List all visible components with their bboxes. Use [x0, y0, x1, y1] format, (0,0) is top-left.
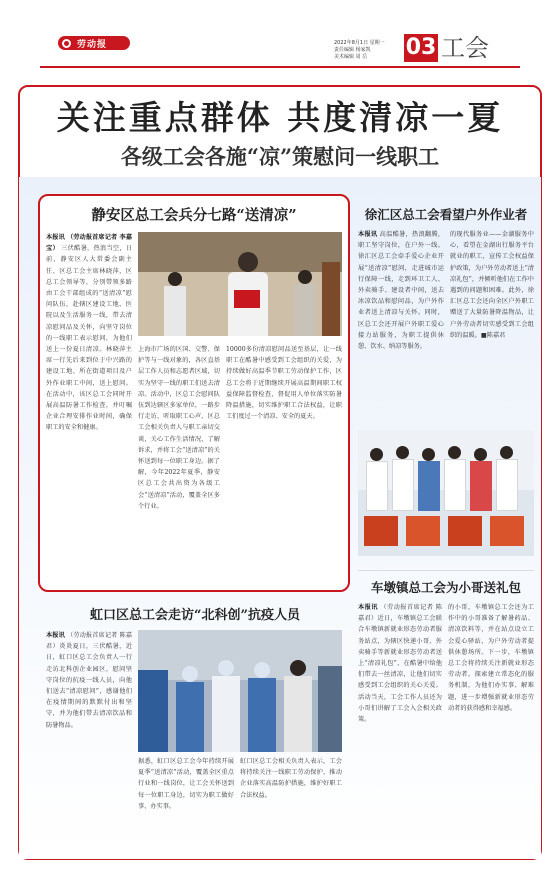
issue-date: 2022年8月1日 星期一	[334, 40, 385, 46]
feature-subhead: 各级工会各施“凉”策慰问一线职工	[120, 144, 440, 169]
masthead-rule	[40, 66, 520, 68]
jingan-column-3: 10000多份清凉慰问品送至基层，让一线职工在酷暑中感受到工会组织的关爱，为持续做好高温季节职工劳动保护工作，区总工会将于近期继续开展高温期间职工权益保障监督检查，督促用人单位落实防暑降温措施，切实维护职工合法权益，让职工们度过一个清凉、安全的夏天。	[226, 346, 342, 421]
xuhui-photo	[358, 430, 534, 556]
logo-text: 劳动报	[77, 39, 108, 50]
xuhui-lead-label: 本报讯	[358, 231, 378, 238]
jingan-column-2: 上海市广场的区国、交警、保护等与一线对象的，各区直基层工作人员和志愿者区域，切实为坚守一线的职工们送去清凉。活动中，区总工会慰问队伍到达辖区多家单位，一路步行走访，听取职工心声，区总工会相关负责人与职工亲切交谈，关心工作生活情况，了解诉求，并将工会“送清凉”的关怀送到每一位职工身边。据了解，今年2022年夏季，静安区总工会共出资为各级工会“送清凉”活动，覆盖全区多个行业。	[138, 346, 220, 510]
hongkou-title: 虹口区总工会走访“北科创”抗疫人员	[90, 608, 300, 623]
xuhui-title: 徐汇区总工会看望户外作业者	[364, 207, 528, 222]
masthead	[0, 0, 560, 66]
jingan-photo	[138, 232, 342, 336]
hongkou-column-3: 虹口区总工会相关负责人表示，工会将持续关注一线职工劳动保护，推动企业落实高温防护措施，维护好职工合法权益。	[240, 758, 342, 799]
jingan-lead-label: 本报讯	[46, 234, 65, 241]
xuhui-column-2: 的现代服务业——金湖服务中心，看望在金湖出行服务平台就业的职工，宣传工会权益保护政策，为户外劳动者送上“清凉礼包”，并倾听他们在工作中遇到的问题和困难。此外，徐汇区总工会还向全区户外职工赠送了大量防暑降温物品，让户外劳动者切实感受到工会组织的温暖。■陈嘉君	[450, 231, 534, 339]
section-name: 工会	[441, 34, 489, 62]
jingan-text-1: 三伏酷暑，热浪当空，日前，静安区人大常委会副主任、区总工会主席林晓萍，区总工会领导等，分别带领多路由工会干部组成的“送清凉”慰问队伍，赴辖区建设工地、医院以及生活服务一线，带去清凉慰问品及关怀，向坚守岗位的一线职工表示慰问，为他们送上一份夏日清凉。林晓萍主席一行先后来到位于中兴路的建设工地、所在街道项目及户外作业职工中间，送上慰问。在活动中，该区总工会同时开展高温防暑工作检查，并叮嘱企业合理安排作业时间，确保职工的安全和健康。	[46, 245, 133, 432]
chedun-column-2: 的小哥，车墩镇总工会还为工作中的小哥准备了解暑药品、清凉饮料等，并在站点设立工会爱心驿站，为户外劳动者提供休憩场所。下一步，车墩镇总工会将持续关注新就业形态劳动者，探索建立常态化的服务机制，为他们办实事、解难题，进一步增强新就业形态劳动者的获得感和幸福感。	[448, 604, 534, 712]
logo-emblem-icon	[62, 39, 71, 48]
chedun-lead-label: 本报讯	[358, 604, 378, 611]
page-number: 03	[405, 35, 437, 60]
hongkou-lead-label: 本报讯	[46, 632, 65, 639]
jingan-title: 静安区总工会兵分七路“送清凉”	[91, 207, 297, 224]
jingan-lead-source: （劳动报首席记者 李嘉宝）	[46, 234, 133, 253]
feature-headline: 关注重点群体 共度清凉一夏	[56, 98, 504, 137]
issue-info	[334, 40, 385, 61]
newspaper-logo	[58, 36, 130, 50]
chedun-divider	[358, 570, 534, 571]
chedun-text-1: （劳动报首席记者 陈嘉君）近日，车墩镇总工会联合车墩镇新就业形态劳动者服务站点，为辖区快递小哥、外卖骑手等新就业形态劳动者送上“清凉礼包”，在酷暑中给他们带去一丝清凉，让他们切实感受到工会组织的关心关爱。活动当天，工会工作人员还为小哥们讲解了工会入会相关政策。	[358, 604, 443, 724]
xuhui-column-1	[358, 229, 445, 351]
hongkou-column-2: 据悉，虹口区总工会今年持续开展夏季“送清凉”活动，覆盖全区重点行业和一线岗位，让工会关怀送到每一位职工身边，切实为职工做好事、办实事。	[138, 758, 234, 810]
issue-editor: 责任编辑 杨家凯	[334, 47, 371, 53]
hongkou-text-1: （劳动报首席记者 陈嘉君）炎炎夏日，三伏酷暑，近日，虹口区总工会负责人一行走访北科创企业园区，慰问坚守岗位的抗疫一线人员，向他们送去“清凉慰问”，感谢他们在疫情期间的默默付出和坚守，并为他们带去清凉饮品和防暑物品。	[46, 632, 133, 729]
hongkou-column-1	[46, 630, 132, 850]
xuhui-text-1: 高温酷暑，热浪翻腾，职工坚守岗位，在户外一线。徐汇区总工会牵手爱心企业开展“送清凉”慰问，走进城市运行保障一线，走到环卫工人、外卖骑手、建设者中间，送去冰凉饮品和慰问品，为户外作业者送上清凉与关怀。同时，区总工会还开展户外职工爱心接力站服务，为职工提供休憩、饮水、纳凉等服务。	[358, 231, 445, 351]
jingan-column-1	[46, 232, 132, 584]
issue-art-editor: 美术编辑 周 岳	[334, 54, 368, 60]
chedun-title: 车墩镇总工会为小哥送礼包	[370, 580, 521, 595]
hongkou-photo	[138, 630, 342, 752]
chedun-column-1	[358, 602, 442, 850]
